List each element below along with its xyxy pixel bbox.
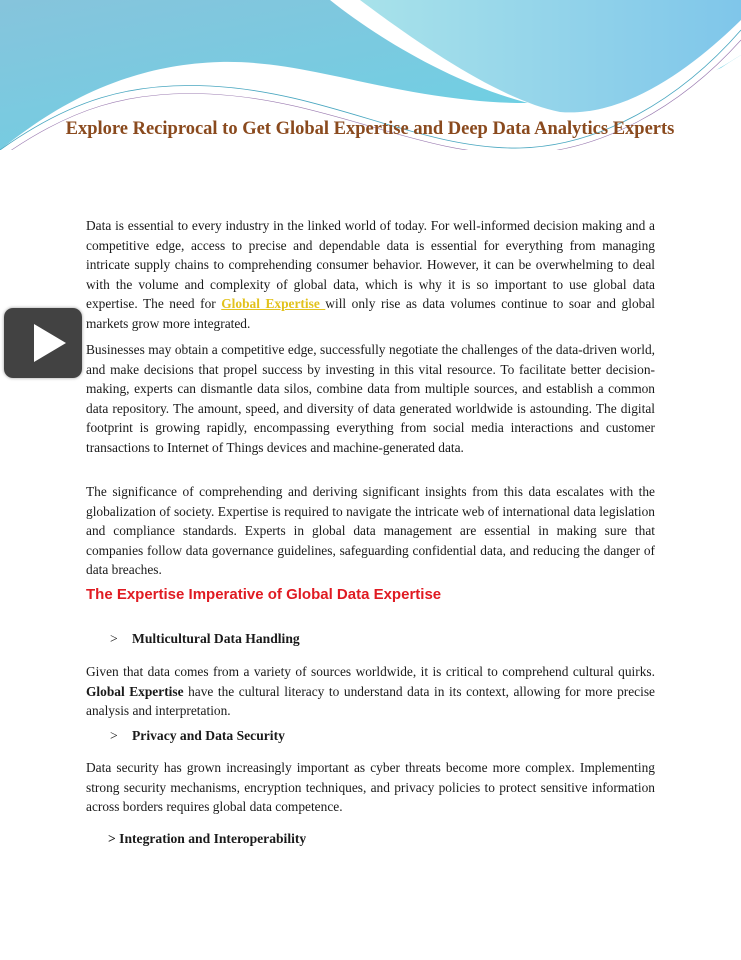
bullet-marker: > xyxy=(110,728,118,743)
paragraph-text: Given that data comes from a variety of sources worldwide, it is critical to comprehend cultural quirks. xyxy=(86,664,655,679)
subheading-text: Integration and Interoperability xyxy=(119,831,307,846)
subheading-multicultural xyxy=(110,631,300,647)
subheading-privacy xyxy=(110,728,285,744)
subheading-text: Privacy and Data Security xyxy=(132,728,285,743)
paragraph-intro xyxy=(86,216,655,333)
paragraph-text: have the cultural literacy to understand data in its context, allowing for more precise analysis and interpretation. xyxy=(86,683,655,718)
paragraph-multicultural xyxy=(86,662,655,721)
paragraph-text: Data is essential to every industry in the linked world of today. For well-informed decision making and a competitive edge, access to precise and dependable data is essential for everything from managing intricate supply chains to comprehending consumer behavior. However, it can be overwhelming to deal with the volume and complexity of global data, which is why it is so important to use global data expertise. The need for xyxy=(86,218,655,311)
paragraph-globalization: The significance of comprehending and deriving significant insights from this data escalates with the globalization of society. Expertise is required to navigate the intricate web of international data legislation and compliance standards. Experts in global data management are essential in making sure that companies follow data governance guidelines, safeguarding confidential data, and reducing the danger of data breaches. xyxy=(86,484,655,577)
paragraph-privacy: Data security has grown increasingly important as cyber threats become more complex. Implementing strong security mechanisms, encryption techniques, and privacy policies to protect sensitive information across borders requires global data competence. xyxy=(86,760,655,814)
global-expertise-link[interactable]: Global Expertise xyxy=(221,296,326,311)
bullet-marker: > xyxy=(110,631,118,646)
play-button[interactable] xyxy=(4,308,82,378)
subheading-text: Multicultural Data Handling xyxy=(132,631,300,646)
paragraph-competitive-edge: Businesses may obtain a competitive edge, successfully negotiate the challenges of the data-driven world, and make decisions that propel success by investing in this vital resource. To facilitate better decision-making, experts can dismantle data silos, combine data from multiple sources, and establish a common data repository. The amount, speed, and diversity of data generated worldwide is astounding. The digital footprint is growing rapidly, encompassing everything from social media interactions and customer transactions to Internet of Things devices and machine-generated data. xyxy=(86,342,655,455)
subheading-integration xyxy=(108,831,306,847)
play-icon xyxy=(4,308,82,378)
paragraph-text: will only rise as data volumes continue to soar and global markets grow more integrated. xyxy=(86,296,655,331)
section-heading: The Expertise Imperative of Global Data Expertise xyxy=(86,586,442,603)
bullet-marker: > xyxy=(108,831,116,846)
bold-term: Global Expertise xyxy=(86,683,184,699)
page-title: Explore Reciprocal to Get Global Expertise and Deep Data Analytics Experts xyxy=(65,119,675,139)
